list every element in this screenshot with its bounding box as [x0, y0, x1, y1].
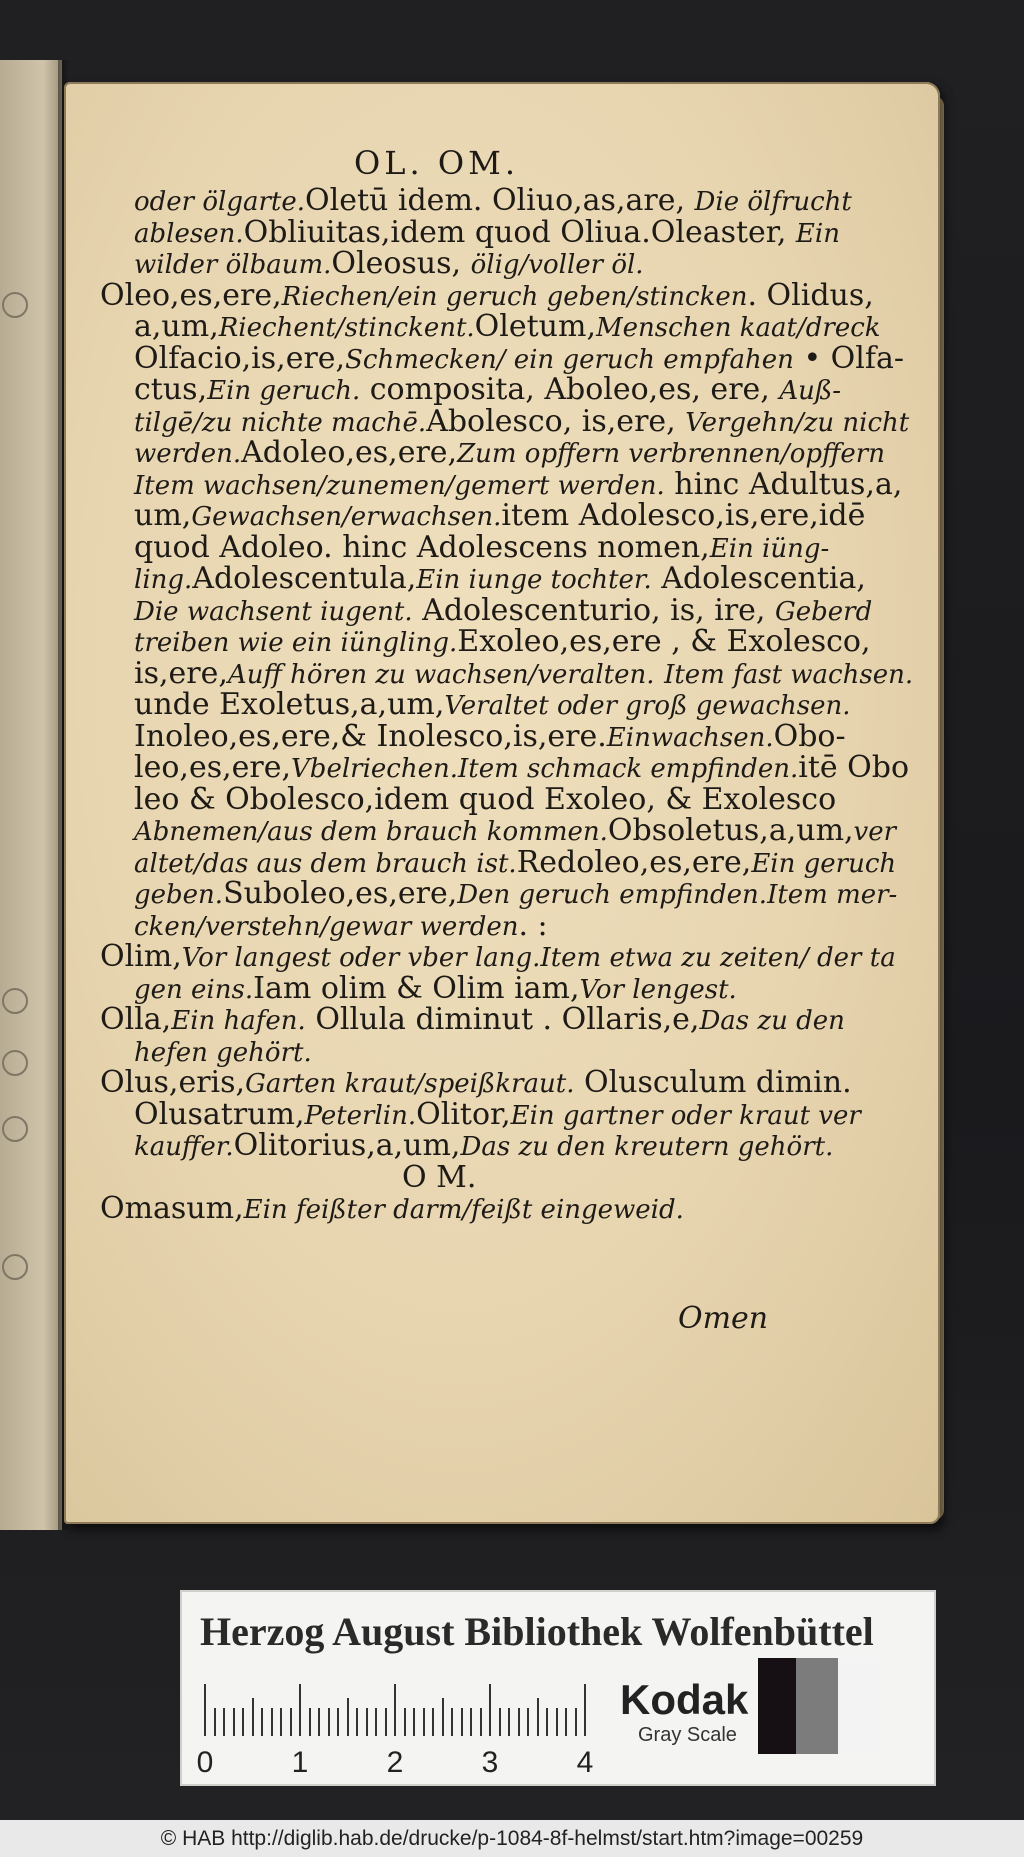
book-page — [64, 82, 940, 1524]
text-segment: composita, Aboleo,es, ere, — [360, 372, 780, 407]
text-segment: Riechent/stinckent. — [218, 313, 475, 343]
text-segment: Inoleo,es,ere,& Inolesco,is,ere. — [134, 718, 607, 754]
text-segment: geben. — [134, 880, 224, 910]
text-segment: Oletum, — [474, 309, 596, 344]
ruler-tick — [328, 1708, 330, 1736]
ruler-tick — [375, 1708, 377, 1736]
text-segment: is,ere, — [134, 655, 228, 691]
text-segment: Oleosus, — [331, 246, 471, 281]
text-segment: Item fast wachsen. — [664, 659, 914, 690]
text-segment: Ein gartner oder kraut ver — [510, 1100, 861, 1131]
ruler-tick — [575, 1708, 577, 1736]
ruler-tick — [290, 1708, 292, 1736]
ruler-tick — [518, 1708, 520, 1736]
text-segment: Vor langest oder vber lang.Item etwa zu zeiten/ der ta — [181, 943, 896, 973]
ruler-tick — [271, 1708, 273, 1736]
margin-bullet-icon — [2, 1254, 28, 1280]
ruler-tick — [546, 1708, 548, 1736]
text-segment: Vbelriechen.Item schmack empfinden. — [291, 754, 799, 784]
ruler-tick — [385, 1708, 387, 1736]
text-segment: Zum opffern verbrennen/opffern — [457, 439, 885, 469]
calibration-card — [180, 1590, 936, 1786]
text-segment: Riechen/ein geruch geben/stincken — [281, 281, 748, 312]
text-segment: ablesen. — [134, 218, 244, 249]
text-segment: Die wachsent iugent. — [134, 596, 413, 627]
text-segment: O M. — [402, 1159, 477, 1195]
swatch-black — [758, 1658, 796, 1754]
text-segment: Geberd — [774, 596, 873, 627]
margin-bullet-icon — [2, 1050, 28, 1076]
text-segment: Olusculum dimin. — [574, 1065, 852, 1100]
text-segment: Adolescentia, — [651, 561, 866, 596]
ruler-tick — [432, 1708, 434, 1736]
text-segment: Obo- — [773, 718, 846, 754]
text-segment: Menschen kaat/dreck — [595, 313, 881, 343]
text-segment: Einwachsen. — [606, 722, 774, 753]
text-segment: Olfacio,is,ere, — [134, 340, 346, 376]
text-segment: Ein iunge tochter. — [416, 565, 652, 595]
text-segment: Ein feißter darm/feißt eingeweid. — [243, 1195, 684, 1225]
text-segment: a,um, — [134, 309, 219, 344]
ruler-tick — [461, 1708, 463, 1736]
previous-page-edge — [0, 60, 62, 1530]
text-segment: Adolescentula, — [192, 561, 417, 596]
text-segment: Suboleo,es,ere, — [223, 876, 458, 911]
text-segment: Olus,eris, — [100, 1065, 246, 1100]
text-segment: Abnemen/aus dem brauch kommen. — [134, 817, 608, 847]
ruler-tick — [584, 1684, 586, 1736]
ruler-tick — [565, 1708, 567, 1736]
swatch-gray — [796, 1658, 838, 1754]
text-segment: Ollula diminut . Ollaris,e, — [305, 1002, 700, 1037]
text-segment: Oletū idem. Oliuo,as,are, — [305, 183, 695, 218]
text-segment: Obliuitas,idem quod Oliua.Oleaster, — [243, 214, 796, 250]
text-segment: Gewachsen/erwachsen. — [191, 502, 502, 532]
text-segment: Omasum, — [100, 1191, 244, 1226]
text-segment: Veraltet oder groß gewachsen. — [444, 691, 851, 721]
ruler-tick — [537, 1698, 539, 1736]
ruler-tick — [223, 1708, 225, 1736]
ruler-tick — [404, 1708, 406, 1736]
text-segment: • Olfa- — [793, 340, 904, 376]
text-segment: Schmecken/ ein geruch empfahen — [345, 344, 794, 375]
ruler-tick — [309, 1708, 311, 1736]
text-segment: Die ölfrucht — [694, 187, 852, 217]
ruler-tick — [451, 1708, 453, 1736]
margin-bullet-icon — [2, 292, 28, 318]
ruler-number: 4 — [576, 1746, 594, 1779]
ruler — [196, 1672, 594, 1782]
ruler-tick — [204, 1684, 206, 1736]
gray-scale-label: Gray Scale — [638, 1724, 737, 1746]
text-segment: leo,es,ere, — [134, 750, 292, 785]
ruler-tick — [347, 1698, 349, 1736]
text-segment: Adoleo,es,ere, — [241, 435, 458, 470]
page-text — [64, 82, 940, 1524]
text-segment: Vergehn/zu nicht — [685, 407, 910, 438]
text-segment: . Olidus, — [747, 277, 874, 313]
ruler-tick — [366, 1708, 368, 1736]
text-segment: um, — [134, 498, 192, 533]
ruler-tick — [337, 1708, 339, 1736]
text-segment: Olitor, — [416, 1096, 511, 1132]
text-segment: Iam olim & Olim iam, — [253, 970, 580, 1006]
ruler-tick — [480, 1708, 482, 1736]
text-segment: ctus, — [134, 372, 208, 407]
text-segment: Redoleo,es,ere, — [516, 844, 752, 880]
ruler-tick — [299, 1684, 301, 1736]
ruler-tick — [233, 1708, 235, 1736]
text-line — [100, 1190, 684, 1229]
text-segment: hinc Adultus,a, — [664, 466, 903, 502]
text-segment: Item wachsen/zunemen/gemert werden. — [134, 470, 665, 501]
ruler-tick — [261, 1708, 263, 1736]
text-segment: Oleo,es,ere, — [100, 277, 282, 313]
ruler-number: 3 — [481, 1746, 499, 1779]
text-segment: gen eins. — [134, 974, 254, 1005]
ruler-tick — [214, 1708, 216, 1736]
ruler-tick — [442, 1698, 444, 1736]
ruler-number: 2 — [386, 1746, 404, 1779]
ruler-tick — [489, 1684, 491, 1736]
text-segment: item Adolesco,is,ere,idē — [501, 498, 866, 533]
text-segment: Den geruch empfinden.Item mer- — [457, 880, 898, 910]
kodak-logo: Kodak — [620, 1676, 749, 1723]
ruler-tick — [252, 1698, 254, 1736]
text-segment: quod Adoleo. hinc Adolescens nomen, — [134, 529, 710, 565]
text-segment: tilgē/zu nichte machē. — [134, 407, 427, 438]
text-segment: ling. — [134, 565, 193, 595]
text-segment: . : — [518, 907, 548, 943]
ruler-tick — [508, 1708, 510, 1736]
catchword: Omen — [678, 1301, 769, 1336]
text-segment: Olim, — [100, 939, 182, 974]
text-segment: Obsoletus,a,um, — [607, 813, 854, 848]
text-segment: Peterlin. — [304, 1100, 417, 1131]
ruler-tick — [318, 1708, 320, 1736]
text-segment: Olitorius,a,um, — [233, 1128, 461, 1163]
ruler-tick — [423, 1708, 425, 1736]
text-segment: Ein iüng- — [709, 533, 830, 564]
ruler-tick — [242, 1708, 244, 1736]
text-segment: ölig/voller öl. — [470, 250, 644, 280]
ruler-tick — [280, 1708, 282, 1736]
ruler-tick — [556, 1708, 558, 1736]
ruler-tick — [527, 1708, 529, 1736]
text-segment: oder ölgarte. — [134, 187, 306, 217]
text-segment: treiben wie ein iüngling. — [134, 628, 458, 658]
text-segment: hefen gehört. — [134, 1037, 312, 1068]
ruler-tick — [413, 1708, 415, 1736]
text-segment: Auß- — [779, 376, 842, 406]
text-segment: Exoleo,es,ere , & Exolesco, — [457, 624, 871, 659]
text-segment: Vor lengest. — [579, 974, 737, 1005]
text-segment: itē Obo — [798, 750, 910, 785]
text-segment: ver — [853, 817, 897, 847]
swatch-white — [838, 1658, 880, 1754]
margin-bullet-icon — [2, 988, 28, 1014]
text-segment: Olla, — [100, 1002, 172, 1037]
margin-bullet-icon — [2, 1116, 28, 1142]
text-segment: Ein hafen. — [171, 1006, 306, 1036]
ruler-tick — [356, 1708, 358, 1736]
ruler-number: 0 — [196, 1746, 214, 1779]
text-segment: Auff hören zu wachsen/veralten. — [227, 659, 655, 690]
page-header: OL. OM. — [354, 144, 519, 182]
text-line — [134, 1127, 833, 1166]
ruler-tick — [470, 1708, 472, 1736]
text-segment: Olusatrum, — [134, 1096, 305, 1132]
text-segment: Ein geruch. — [207, 376, 361, 406]
text-segment: Das zu den — [699, 1006, 845, 1036]
text-segment: cken/verstehn/gewar werden — [134, 911, 519, 942]
ruler-number: 1 — [291, 1746, 309, 1779]
text-segment: altet/das aus dem brauch ist. — [134, 848, 517, 879]
text-segment: wilder ölbaum. — [134, 250, 332, 280]
card-title: Herzog August Bibliothek Wolfenbüttel — [200, 1609, 874, 1654]
text-segment: kauffer. — [134, 1132, 234, 1162]
text-segment: Ein — [795, 218, 840, 249]
ruler-tick — [499, 1708, 501, 1736]
text-segment: werden. — [134, 439, 242, 469]
text-segment: Ein geruch — [751, 848, 897, 879]
footer-url: © HAB http://diglib.hab.de/drucke/p-1084-8f-helmst/start.htm?image=00259 — [0, 1820, 1024, 1857]
ruler-tick — [394, 1684, 396, 1736]
text-segment: leo & Obolesco,idem quod Exoleo, & Exolesco — [134, 781, 837, 817]
text-segment: Adolescenturio, is, ire, — [412, 592, 775, 628]
text-segment: Garten kraut/speißkraut. — [245, 1069, 575, 1099]
text-segment: unde Exoletus,a,um, — [134, 687, 445, 722]
text-segment: Abolesco, is,ere, — [426, 403, 686, 439]
text-segment: Das zu den kreutern gehört. — [460, 1132, 834, 1162]
